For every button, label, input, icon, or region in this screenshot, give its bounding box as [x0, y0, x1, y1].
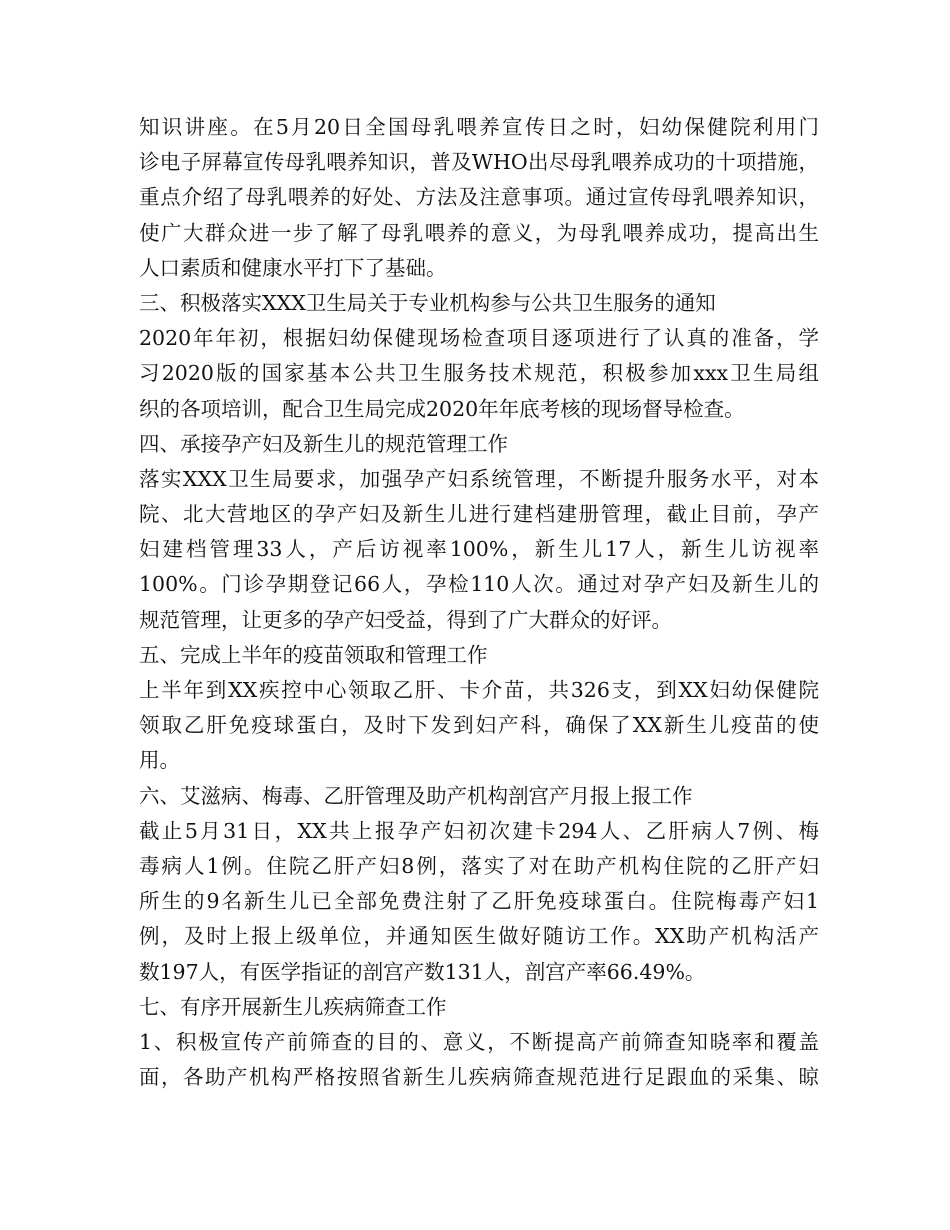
text-line: 数197人，有医学指证的剖宫产数131人，剖宫产率66.49%。 [139, 959, 706, 984]
text-line: 使广大群众进一步了解了母乳喂养的意义，为母乳喂养成功，提高出生 [139, 220, 819, 245]
text-line: 面，各助产机构严格按照省新生儿疾病筛查规范进行足跟血的采集、晾 [139, 1065, 819, 1090]
text-line: 截止5月31日，XX共上报孕产妇初次建卡294人、乙肝病人7例、梅 [139, 818, 819, 843]
text-line: 1、积极宣传产前筛查的目的、意义，不断提高产前筛查知晓率和覆盖 [139, 1029, 819, 1054]
document-body [139, 110, 819, 1095]
text-line: 院、北大营地区的孕产妇及新生儿进行建档建册管理，截止目前，孕产 [139, 502, 819, 527]
text-line: 100%。门诊孕期登记66人，孕检110人次。通过对孕产妇及新生儿的 [139, 572, 819, 597]
text-line: 用。 [139, 748, 180, 773]
text-line: 毒病人1例。住院乙肝产妇8例，落实了对在助产机构住院的乙肝产妇 [139, 853, 819, 878]
text-line: 例，及时上报上级单位，并通知医生做好随访工作。XX助产机构活产 [139, 924, 819, 949]
text-line: 2020年年初，根据妇幼保健现场检查项目逐项进行了认真的准备，学 [139, 326, 819, 351]
text-line: 七、有序开展新生儿疾病筛查工作 [139, 994, 447, 1019]
text-line: 习2020版的国家基本公共卫生服务技术规范，积极参加xxx卫生局组 [139, 361, 819, 386]
text-line: 领取乙肝免疫球蛋白，及时下发到妇产科，确保了XX新生儿疫苗的使 [139, 713, 819, 738]
text-line: 妇建档管理33人，产后访视率100%，新生儿17人，新生儿访视率 [139, 537, 819, 562]
text-line: 重点介绍了母乳喂养的好处、方法及注意事项。通过宣传母乳喂养知识， [139, 185, 819, 210]
text-line: 四、承接孕产妇及新生儿的规范管理工作 [139, 431, 508, 456]
text-line: 五、完成上半年的疫苗领取和管理工作 [139, 642, 488, 667]
text-line: 规范管理，让更多的孕产妇受益，得到了广大群众的好评。 [139, 607, 672, 632]
text-line: 诊电子屏幕宣传母乳喂养知识，普及WHO出尽母乳喂养成功的十项措施， [139, 150, 819, 175]
text-line: 人口素质和健康水平打下了基础。 [139, 255, 447, 280]
text-line: 落实XXX卫生局要求，加强孕产妇系统管理，不断提升服务水平，对本 [139, 466, 819, 491]
text-line: 所生的9名新生儿已全部免费注射了乙肝免疫球蛋白。住院梅毒产妇1 [139, 889, 819, 914]
text-line: 三、积极落实XXX卫生局关于专业机构参与公共卫生服务的通知 [139, 290, 716, 315]
text-line: 上半年到XX疾控中心领取乙肝、卡介苗，共326支，到XX妇幼保健院 [139, 678, 819, 702]
text-line: 六、艾滋病、梅毒、乙肝管理及助产机构剖宫产月报上报工作 [139, 783, 693, 808]
text-line: 知识讲座。在5月20日全国母乳喂养宣传日之时，妇幼保健院利用门 [139, 115, 819, 139]
text-line: 织的各项培训，配合卫生局完成2020年年底考核的现场督导检查。 [139, 396, 745, 421]
